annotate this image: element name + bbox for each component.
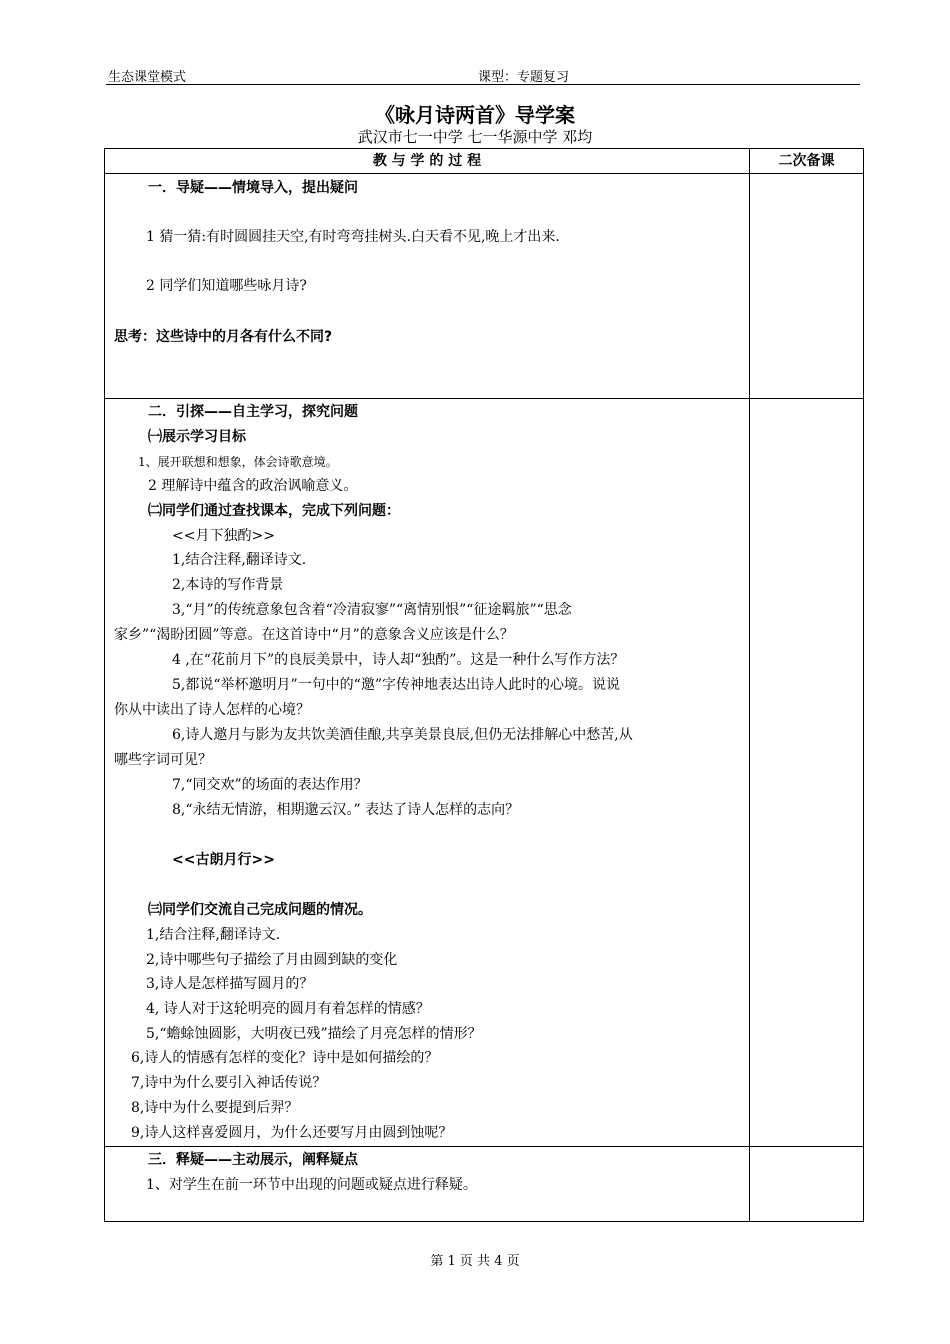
poem1-question: 3,“月”的传统意象包含着“冷清寂寥”“离情别恨”“征途羁旅”“思念 (172, 602, 572, 618)
column-header-process: 教 与 学 的 过 程 (372, 153, 482, 169)
section3-heading: 三．释疑——主动展示，阐释疑点 (148, 1152, 358, 1168)
poem2-question: 4, 诗人对于这轮明亮的圆月有着怎样的情感？ (146, 1001, 430, 1017)
poem1-question: 8,“永结无情游，相期邈云汉。” 表达了诗人怎样的志向？ (172, 802, 520, 818)
section1-heading: 一．导疑——情境导入，提出疑问 (148, 180, 358, 196)
header-rule (106, 84, 860, 85)
poem2-title: <<古朗月行>> (172, 852, 275, 868)
poem1-question-cont: 你从中读出了诗人怎样的心境？ (114, 702, 310, 718)
poem1-question: 1,结合注释,翻译诗文. (172, 552, 307, 568)
poem2-question: 7,诗中为什么要引入神话传说？ (131, 1075, 327, 1091)
goal-item: 1、展开联想和想象，体会诗歌意境。 (138, 455, 338, 469)
poem2-question: 1,结合注释,翻译诗文. (146, 927, 281, 943)
poem1-question: 6,诗人邀月与影为友共饮美酒佳酿,共享美景良辰,但仍无法排解心中愁苦,从 (172, 727, 633, 743)
header-mode: 生态课堂模式 (108, 70, 187, 85)
poem1-title: <<月下独酌>> (172, 528, 275, 544)
author-line: 武汉市七一中学 七一华源中学 邓均 (357, 128, 593, 146)
page-number: 第 1 页 共 4 页 (430, 1254, 520, 1269)
poem2-question: 5,“蟾蜍蚀圆影，大明夜已残”描绘了月亮怎样的情形？ (146, 1026, 482, 1042)
poem2-question: 3,诗人是怎样描写圆月的？ (146, 976, 314, 992)
section1-think: 思考：这些诗中的月各有什么不同? (114, 329, 333, 345)
section1-rule (104, 398, 864, 399)
section1-item: 2 同学们知道哪些咏月诗? (146, 278, 307, 294)
column-header-second-prep: 二次备课 (778, 153, 835, 169)
poem1-question-cont: 哪些字词可见？ (114, 752, 212, 768)
document-title: 《咏月诗两首》导学案 (375, 103, 575, 127)
header-lesson-type: 课型：专题复习 (478, 70, 570, 85)
section1-item: 1 猜一猜:有时圆圆挂天空,有时弯弯挂树头.白天看不见,晚上才出来. (146, 229, 560, 245)
poem2-question: 9,诗人这样喜爱圆月，为什么还要写月由圆到蚀呢？ (131, 1125, 453, 1141)
poem2-question: 8,诗中为什么要提到后羿？ (131, 1100, 299, 1116)
poem1-question: 4 ,在“花前月下”的良辰美景中，诗人却“独酌”。这是一种什么写作方法？ (172, 652, 625, 668)
task-heading: ㈡同学们通过查找课本，完成下列问题： (148, 503, 400, 519)
exchange-heading: ㈢同学们交流自己完成问题的情况。 (148, 902, 372, 918)
goals-heading: ㈠展示学习目标 (148, 429, 246, 445)
poem1-question: 7,“同交欢”的场面的表达作用？ (172, 777, 368, 793)
poem1-question: 5,都说“举杯邀明月”一句中的“邀”字传神地表达出诗人此时的心境。说说 (172, 677, 620, 693)
section2-rule (104, 1146, 864, 1147)
table-column-divider (749, 148, 750, 1222)
poem2-question: 6,诗人的情感有怎样的变化？诗中是如何描绘的？ (131, 1050, 439, 1066)
section3-item: 1、对学生在前一环节中出现的问题或疑点进行释疑。 (146, 1177, 477, 1193)
table-header-rule (104, 173, 864, 174)
poem2-question: 2,诗中哪些句子描绘了月由圆到缺的变化 (146, 952, 398, 968)
section2-heading: 二．引探——自主学习，探究问题 (148, 404, 358, 420)
goal-item: 2 理解诗中蕴含的政治讽喻意义。 (148, 478, 358, 494)
poem1-question-cont: 家乡”“渴盼团圆”等意。在这首诗中“月”的意象含义应该是什么？ (114, 627, 514, 643)
poem1-question: 2,本诗的写作背景 (172, 577, 284, 593)
